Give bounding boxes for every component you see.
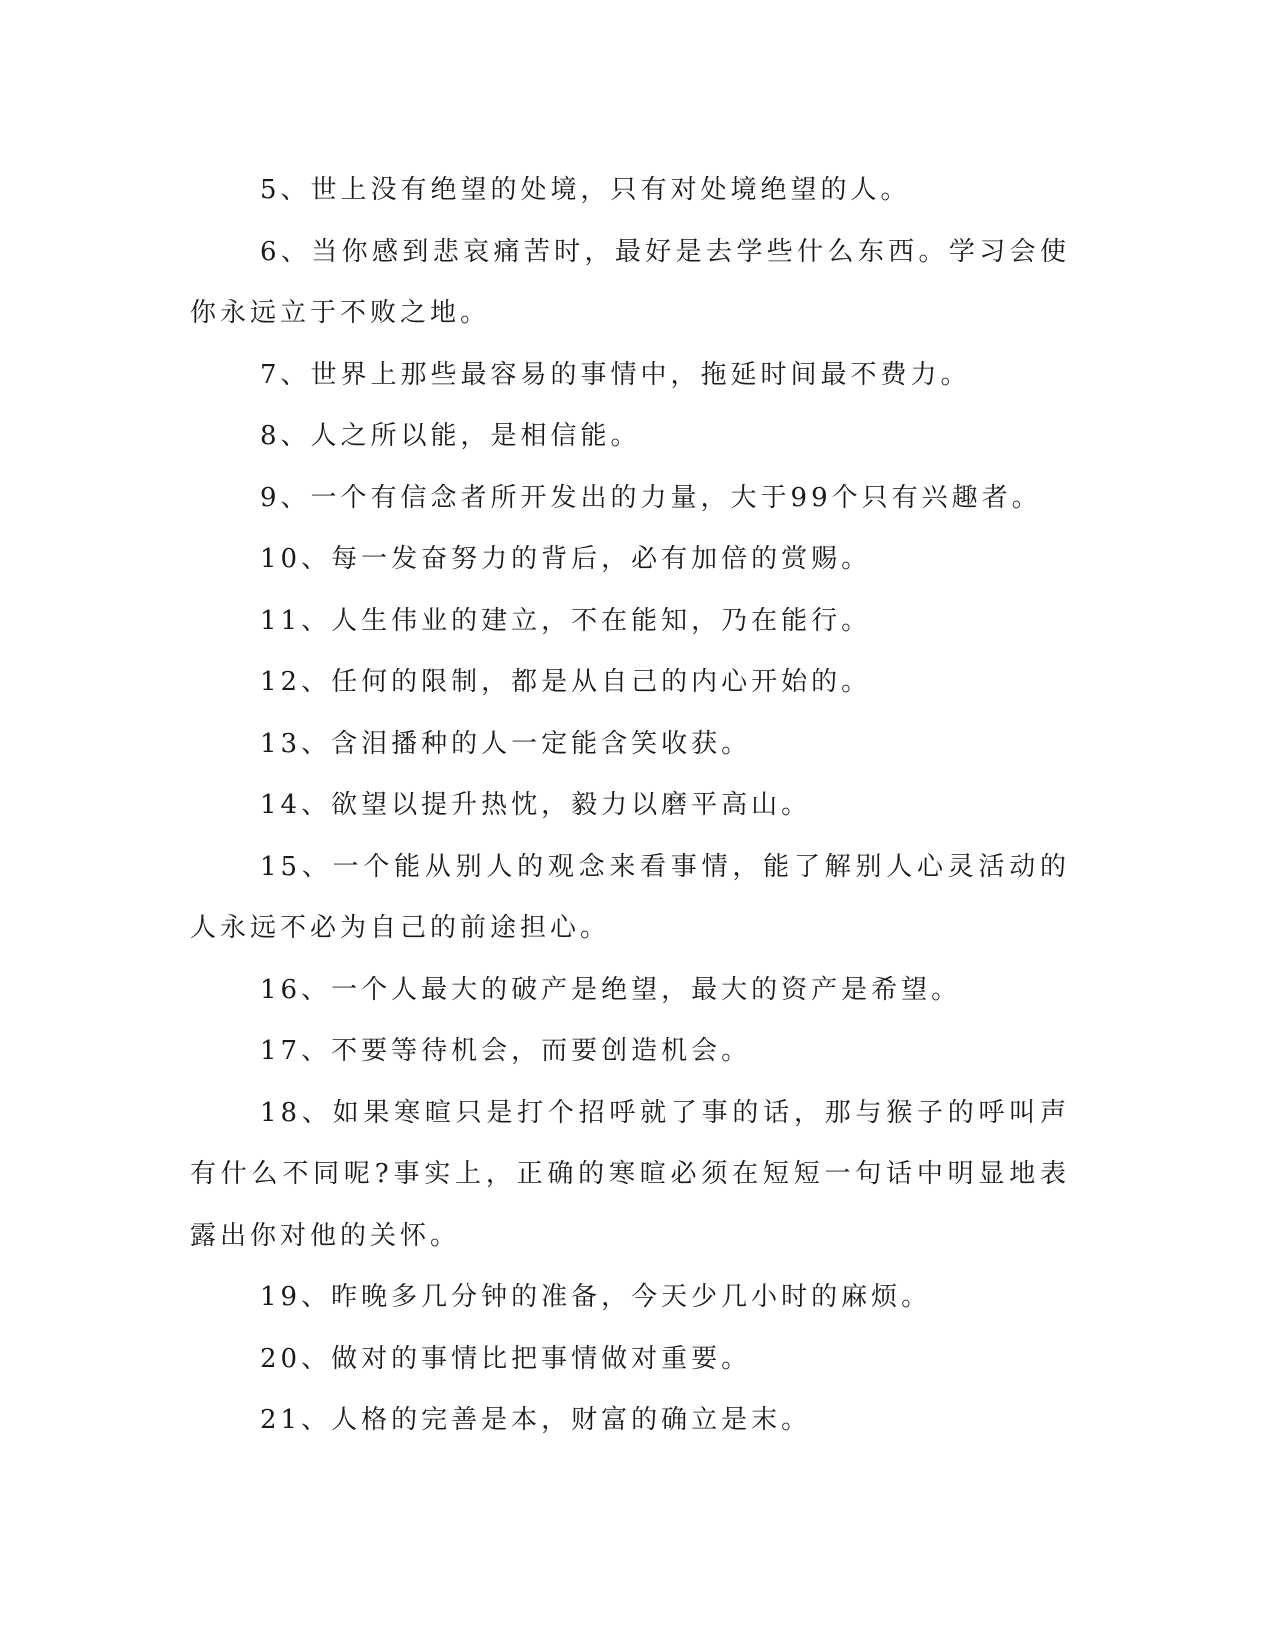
paragraph-16: 16、一个人最大的破产是绝望，最大的资产是希望。 xyxy=(260,974,962,1005)
paragraph-12: 12、任何的限制，都是从自己的内心开始的。 xyxy=(260,667,872,697)
paragraph-21: 21、人格的完善是本，财富的确立是末。 xyxy=(260,1405,812,1435)
paragraph-13: 13、含泪播种的人一定能含笑收获。 xyxy=(260,728,752,759)
paragraph-6: 6、当你感到悲哀痛苦时，最好是去学些什么东西。学习会使你永远立于不败之地。 xyxy=(190,236,1070,328)
paragraph-18: 18、如果寒暄只是打个招呼就了事的话，那与猴子的呼叫声有什么不同呢?事实上，正确的寒暄必须在短短一句话中明显地表露出你对他的关怀。 xyxy=(190,1097,1070,1251)
paragraph-15: 15、一个能从别人的观念来看事情，能了解别人心灵活动的人永远不必为自己的前途担心。 xyxy=(190,851,1070,943)
paragraph-7: 7、世界上那些最容易的事情中，拖延时间最不费力。 xyxy=(260,359,971,390)
paragraph-11: 11、人生伟业的建立，不在能知，乃在能行。 xyxy=(260,605,872,636)
paragraph-14: 14、欲望以提升热忱，毅力以磨平高山。 xyxy=(260,790,812,820)
paragraph-5: 5、世上没有绝望的处境，只有对处境绝望的人。 xyxy=(260,175,911,205)
paragraph-17: 17、不要等待机会，而要创造机会。 xyxy=(260,1036,752,1066)
document-body xyxy=(190,160,1070,1452)
paragraph-20: 20、做对的事情比把事情做对重要。 xyxy=(260,1343,752,1374)
paragraph-19: 19、昨晚多几分钟的准备，今天少几小时的麻烦。 xyxy=(260,1282,932,1312)
paragraph-10: 10、每一发奋努力的背后，必有加倍的赏赐。 xyxy=(260,544,872,574)
paragraph-9: 9、一个有信念者所开发出的力量，大于99个只有兴趣者。 xyxy=(260,482,1042,513)
paragraph-8: 8、人之所以能，是相信能。 xyxy=(260,421,641,451)
